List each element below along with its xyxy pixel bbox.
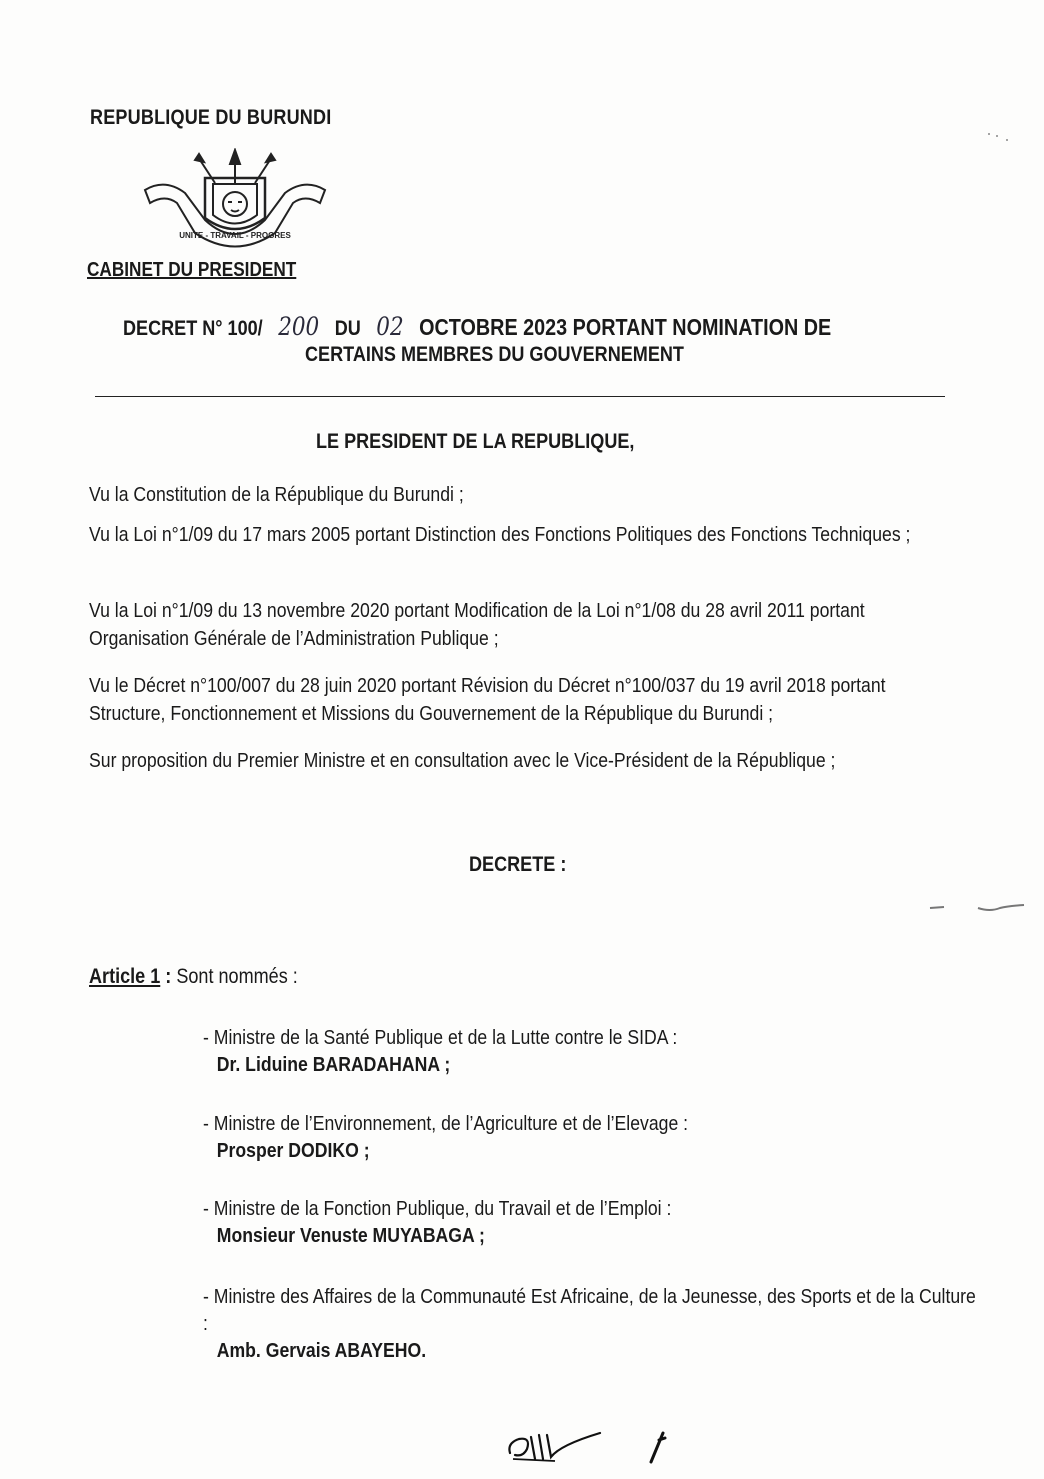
consideration-2: Vu la Loi n°1/09 du 17 mars 2005 portant Distinction des Fonctions Politiques des Fonctions Techniques ; — [89, 523, 911, 546]
pen-stroke-icon — [645, 1430, 669, 1466]
republic-heading: REPUBLIQUE DU BURUNDI — [90, 106, 332, 129]
consideration-3: Vu la Loi n°1/09 du 13 novembre 2020 portant Modification de la Loi n°1/08 du 28 avril 2011 portant Organisation Générale de l’Administration Publique ; — [89, 599, 865, 650]
appointment-post: - Ministre de l’Environnement, de l’Agriculture et de l’Elevage : — [203, 1112, 689, 1135]
article-1-colon: : — [160, 965, 172, 988]
appointment-name: Prosper DODIKO ; — [216, 1139, 370, 1162]
ink-smudge — [928, 900, 1028, 921]
decree-title-rest: OCTOBRE 2023 PORTANT NOMINATION DE — [419, 314, 832, 340]
consideration-4: Vu le Décret n°100/007 du 28 juin 2020 portant Révision du Décret n°100/037 du 19 avril 2018 portant Structure, Fonctionnement et Missions du Gouvernement de la République du Burundi ; — [89, 674, 886, 725]
appointment-name: Monsieur Venuste MUYABAGA ; — [216, 1224, 485, 1247]
article-1-text: Sont nommés : — [171, 965, 298, 988]
article-1-label: Article 1 — [89, 965, 161, 988]
appointment-post: - Ministre de la Fonction Publique, du Travail et de l’Emploi : — [203, 1197, 672, 1220]
appointment-post: - Ministre de la Santé Publique et de la Lutte contre le SIDA : — [203, 1026, 678, 1049]
pen-mark — [645, 1430, 669, 1471]
consideration-5: Sur proposition du Premier Ministre et en consultation avec le Vice-Président de la République ; — [89, 749, 836, 772]
signature-initials — [505, 1425, 615, 1470]
decree-title-line2: CERTAINS MEMBRES DU GOUVERNEMENT — [305, 343, 684, 366]
decrete-heading: DECRETE : — [469, 853, 567, 876]
appointment-item — [203, 1283, 977, 1364]
appointment-item — [203, 1024, 977, 1078]
decree-day-handwritten: 02 — [376, 312, 404, 341]
article-1-heading — [89, 965, 298, 989]
appointment-item — [203, 1110, 977, 1164]
scan-specks — [985, 130, 1015, 155]
decree-du: DU — [334, 317, 361, 340]
coat-of-arms-icon — [135, 148, 335, 258]
appointment-post: - Ministre des Affaires de la Communauté Est Africaine, de la Jeunesse, des Sports et de la Culture : — [203, 1285, 976, 1335]
smudge-icon — [928, 900, 1028, 916]
decree-title-line1 — [123, 312, 831, 341]
appointment-item — [203, 1195, 977, 1249]
decree-number-handwritten: 200 — [278, 312, 320, 341]
emblem-motto: UNITE - TRAVAIL - PROGRES — [179, 231, 291, 240]
appointment-name: Dr. Liduine BARADAHANA ; — [216, 1053, 451, 1076]
decree-prefix: DECRET N° 100/ — [123, 317, 263, 340]
consideration-1: Vu la Constitution de la République du Burundi ; — [89, 483, 464, 506]
speck-icon — [985, 130, 1015, 150]
title-divider — [95, 396, 945, 397]
appointment-name: Amb. Gervais ABAYEHO. — [216, 1339, 427, 1362]
signature-icon — [505, 1425, 615, 1465]
cabinet-heading: CABINET DU PRESIDENT — [87, 259, 297, 281]
president-heading: LE PRESIDENT DE LA REPUBLIQUE, — [316, 430, 635, 453]
coat-of-arms-emblem — [135, 148, 335, 263]
